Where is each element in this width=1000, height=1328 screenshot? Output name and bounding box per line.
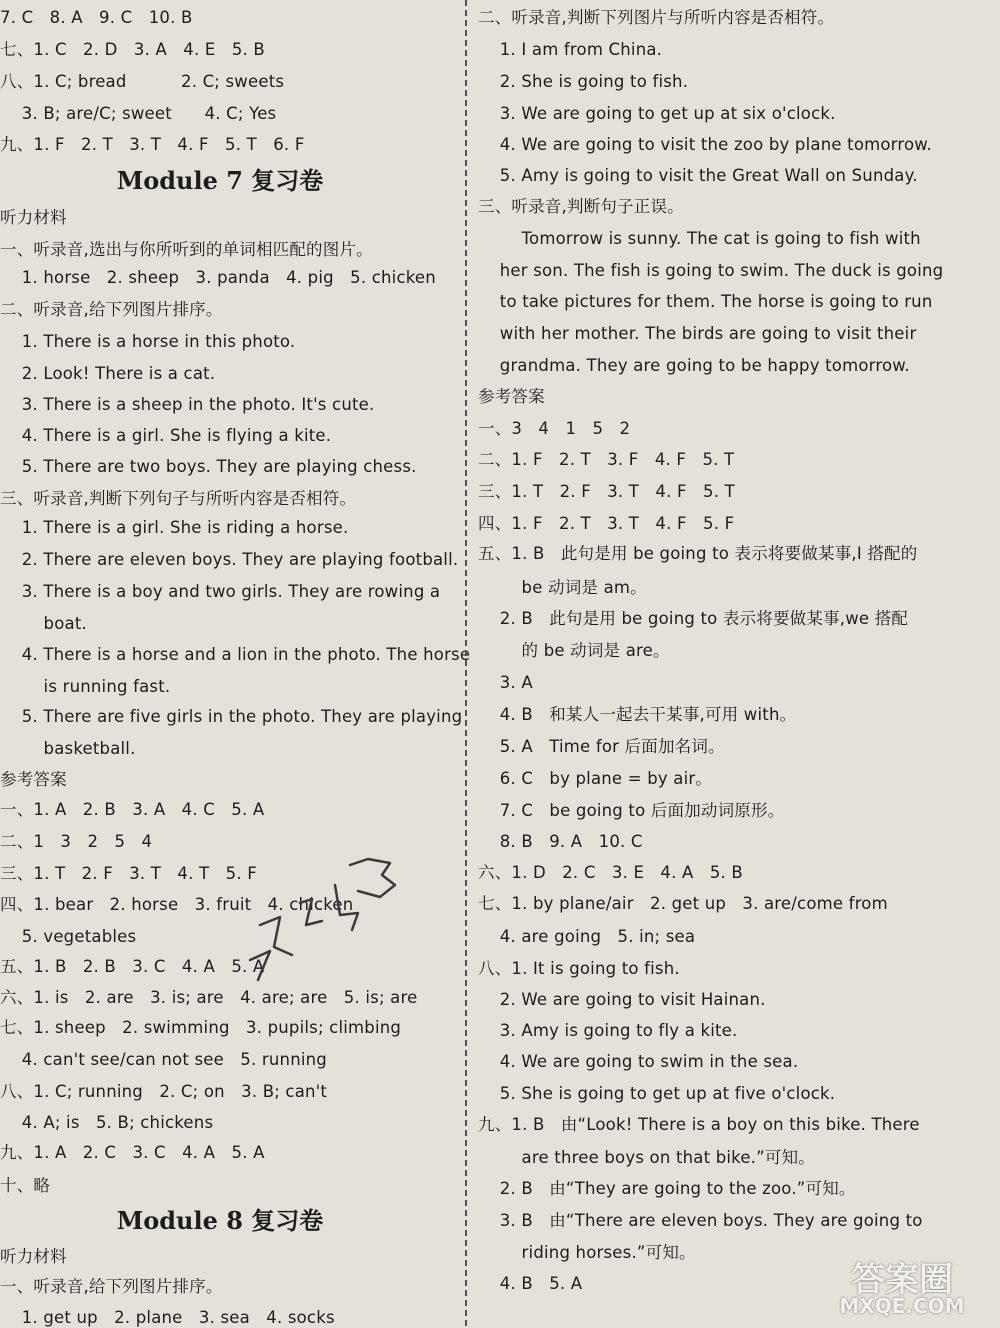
text-line: 3. There is a boy and two girls. They are rowing a	[0, 582, 441, 601]
text-line: 八、1. It is going to fish.	[478, 959, 680, 978]
text-line: 4. B 5. A	[478, 1274, 583, 1293]
text-line: 七、1. C 2. D 3. A 4. E 5. B	[0, 40, 265, 59]
text-line: 7. C be going to 后面加动词原形。	[478, 801, 785, 820]
text-line: 4. There is a girl. She is flying a kite.	[0, 426, 332, 445]
text-line: 5. vegetables	[0, 927, 137, 946]
text-line: 六、1. D 2. C 3. E 4. A 5. B	[478, 863, 743, 882]
text-line: grandma. They are going to be happy tomorrow.	[478, 356, 910, 375]
text-line: 五、1. B 此句是用 be going to 表示将要做某事,I 搭配的	[478, 544, 918, 563]
text-line: 三、1. T 2. F 3. T 4. T 5. F	[0, 864, 257, 883]
text-line: 2. B 由“They are going to the zoo.”可知。	[478, 1179, 856, 1198]
watermark-text: 答案圈	[851, 1260, 953, 1300]
text-line: 5. There are five girls in the photo. They are playing	[0, 707, 463, 726]
text-line: 一、听录音,选出与你所听到的单词相匹配的图片。	[0, 240, 373, 259]
text-line: 3. There is a sheep in the photo. It's cute.	[0, 395, 375, 414]
text-line: 6. C by plane = by air。	[478, 769, 713, 788]
text-line: 二、听录音,判断下列图片与所听内容是否相符。	[478, 8, 835, 27]
text-line: 听力材料	[0, 1247, 67, 1266]
watermark	[812, 1250, 992, 1320]
text-line: boat.	[0, 614, 87, 633]
text-line: basketball.	[0, 739, 136, 758]
section-heading: Module 7 复习卷	[116, 166, 324, 195]
text-line: 八、1. C; running 2. C; on 3. B; can't	[0, 1082, 328, 1101]
text-line: 四、1. F 2. T 3. T 4. F 5. F	[478, 514, 735, 533]
text-line: with her mother. The birds are going to visit their	[478, 324, 917, 343]
text-line: 4. A; is 5. B; chickens	[0, 1113, 214, 1132]
text-line: 三、听录音,判断句子正误。	[478, 197, 684, 216]
text-line: 三、1. T 2. F 3. T 4. F 5. T	[478, 482, 735, 501]
text-line: 2. Look! There is a cat.	[0, 364, 216, 383]
text-line: 1. There is a girl. She is riding a horse.	[0, 518, 349, 537]
text-line: 4. are going 5. in; sea	[478, 927, 696, 946]
text-line: 4. We are going to visit the zoo by plane tomorrow.	[478, 135, 932, 154]
text-line: 1. There is a horse in this photo.	[0, 332, 296, 351]
text-line: be 动词是 am。	[478, 578, 647, 597]
text-line: 四、1. bear 2. horse 3. fruit 4. chicken	[0, 895, 354, 914]
text-line: is running fast.	[0, 677, 171, 696]
text-line: are three boys on that bike.”可知。	[478, 1148, 815, 1167]
text-line: 七、1. sheep 2. swimming 3. pupils; climbing	[0, 1018, 402, 1037]
text-line: 3. B 由“There are eleven boys. They are going to	[478, 1211, 923, 1230]
text-line: 8. B 9. A 10. C	[478, 832, 643, 851]
text-line: 4. B 和某人一起去干某事,可用 with。	[478, 705, 797, 724]
text-line: her son. The fish is going to swim. The duck is going	[478, 261, 944, 280]
text-line: 二、听录音,给下列图片排序。	[0, 300, 223, 319]
text-line: 3. Amy is going to fly a kite.	[478, 1021, 738, 1040]
text-line: 九、1. A 2. C 3. C 4. A 5. A	[0, 1143, 265, 1162]
text-line: 参考答案	[478, 387, 545, 406]
text-line: 七、1. by plane/air 2. get up 3. are/come from	[478, 894, 888, 913]
text-line: 十、略	[0, 1176, 51, 1195]
column-divider	[465, 0, 467, 1326]
text-line: 九、1. F 2. T 3. T 4. F 5. T 6. F	[0, 135, 305, 154]
text-line: 2. She is going to fish.	[478, 72, 689, 91]
text-line: 九、1. B 由“Look! There is a boy on this bike. There	[478, 1115, 920, 1134]
text-line: 一、听录音,给下列图片排序。	[0, 1277, 223, 1296]
text-line: 3. We are going to get up at six o'clock.	[478, 104, 836, 123]
text-line: to take pictures for them. The horse is going to run	[478, 292, 933, 311]
text-line: 二、1 3 2 5 4	[0, 832, 153, 851]
text-line: 2. B 此句是用 be going to 表示将要做某事,we 搭配	[478, 609, 909, 628]
text-line: 五、1. B 2. B 3. C 4. A 5. A	[0, 957, 265, 976]
text-line: 1. get up 2. plane 3. sea 4. socks	[0, 1308, 335, 1327]
watermark-url: MXQE.COM	[839, 1294, 965, 1318]
text-line: 一、1. A 2. B 3. A 4. C 5. A	[0, 800, 265, 819]
text-line: 4. There is a horse and a lion in the photo. The horse	[0, 645, 471, 664]
text-line: 4. We are going to swim in the sea.	[478, 1052, 799, 1071]
text-line: 六、1. is 2. are 3. is; are 4. are; are 5. is; are	[0, 988, 418, 1007]
text-line: 二、1. F 2. T 3. F 4. F 5. T	[478, 450, 735, 469]
text-line: 八、1. C; bread 2. C; sweets	[0, 72, 285, 91]
text-line: 1. horse 2. sheep 3. panda 4. pig 5. chicken	[0, 268, 436, 287]
text-line: 的 be 动词是 are。	[478, 641, 670, 660]
text-line: 参考答案	[0, 770, 67, 789]
handwritten-scribble	[240, 855, 410, 985]
text-line: 听力材料	[0, 208, 67, 227]
section-heading: Module 8 复习卷	[116, 1206, 324, 1235]
text-line: 4. can't see/can not see 5. running	[0, 1050, 327, 1069]
text-line: 5. A Time for 后面加名词。	[478, 737, 725, 756]
text-line: Tomorrow is sunny. The cat is going to fish with	[478, 229, 921, 248]
text-line: 5. She is going to get up at five o'clock.	[478, 1084, 836, 1103]
text-line: 3. B; are/C; sweet 4. C; Yes	[0, 104, 277, 123]
text-line: 一、3 4 1 5 2	[478, 419, 631, 438]
text-line: riding horses.”可知。	[478, 1243, 696, 1262]
text-line: 3. A	[478, 673, 533, 692]
text-line: 5. There are two boys. They are playing chess.	[0, 457, 417, 476]
text-line: 2. We are going to visit Hainan.	[478, 990, 766, 1009]
text-line: 7. C 8. A 9. C 10. B	[0, 8, 193, 27]
text-line: 5. Amy is going to visit the Great Wall on Sunday.	[478, 166, 918, 185]
text-line: 2. There are eleven boys. They are playing football.	[0, 550, 459, 569]
text-line: 1. I am from China.	[478, 40, 663, 59]
text-line: 三、听录音,判断下列句子与所听内容是否相符。	[0, 489, 357, 508]
